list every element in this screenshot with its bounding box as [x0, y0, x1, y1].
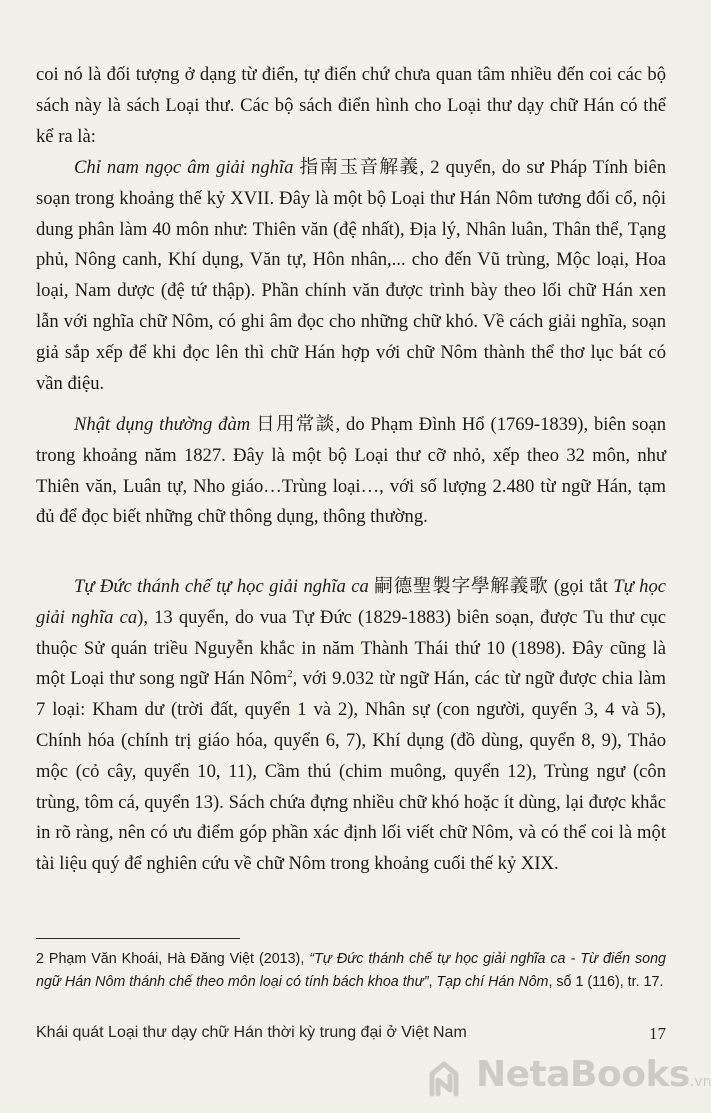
footnote	[36, 948, 666, 993]
han-title-tu-duc: 嗣德聖製字學解義歌	[374, 576, 549, 597]
watermark-text	[476, 1054, 711, 1095]
book-title-tu-duc: Tự Đức thánh chế tự học giải nghĩa ca	[74, 576, 369, 597]
paragraph-nhat-dung	[36, 410, 666, 533]
paragraph-tu-duc-text-a: (gọi tắt	[548, 576, 614, 597]
paragraph-intro	[36, 60, 666, 152]
footnote-marker[interactable]: 2	[287, 668, 293, 681]
running-title: Khái quát Loại thư dạy chữ Hán thời kỳ trung đại ở Việt Nam	[36, 1024, 467, 1041]
paragraph-tu-duc	[36, 572, 666, 880]
paragraph-nhat-dung-text: , do Phạm Đình Hổ (1769-1839), biên soạn trong khoảng năm 1827. Đây là một bộ Loại thư cỡ nhỏ, xếp theo 32 môn, như Thiên văn, Luân tự, Nho giáo…Trùng loại…, với số lượng 2.480 từ ngữ Hán, tạm đủ để đọc biết những chữ thông dụng, thông thường.	[36, 414, 666, 528]
footnote-journal: Tạp chí Hán Nôm	[436, 973, 549, 990]
paragraph-tu-duc-text-c: , với 9.032 từ ngữ Hán, các từ ngữ được chia làm 7 loại: Kham dư (trời đất, quyển 1 và 2), Nhân sự (con người, quyển 3, 4 và 5), Chính hóa (chính trị giáo hóa, quyển 6, 7), Khí dụng (đồ dùng, quyển 8, 9), Thảo mộc (cỏ cây, quyển 10, 11), Cầm thú (chim muông, quyển 12), Trùng ngư (côn trùng, tôm cá, quyển 13). Sách chứa đựng nhiều chữ khó hoặc ít dùng, lại được khắc in rõ ràng, nên có ưu điểm góp phần xác định lối viết chữ Nôm, và có thể coi là một tài liệu quý để nghiên cứu về chữ Nôm trong khoảng cuối thế kỷ XIX.	[36, 668, 666, 875]
paragraph-chi-nam	[36, 153, 666, 399]
netabooks-logo-icon	[418, 1054, 470, 1106]
book-title-chi-nam: Chỉ nam ngọc âm giải nghĩa	[74, 157, 294, 178]
han-title-chi-nam: 指南玉音解義	[299, 157, 420, 178]
han-title-nhat-dung: 日用常談	[256, 414, 336, 435]
book-short-title-tu-duc: Tự học giải nghĩa ca	[36, 576, 666, 628]
page-number: 17	[649, 1024, 666, 1043]
paragraph-tu-duc-text-b: ), 13 quyển, do vua Tự Đức (1829-1883) biên soạn, được Tu thư cục thuộc Sử quán triều Nguyễn khắc in năm Thành Thái thứ 10 (1898). Đây cũng là một Loại thư song ngữ Hán Nôm	[36, 606, 666, 690]
footnote-divider	[36, 938, 240, 939]
footnote-sep: ,	[428, 973, 437, 990]
footnote-authors: 2 Phạm Văn Khoái, Hà Đăng Việt (2013),	[36, 951, 310, 967]
book-title-nhat-dung: Nhật dụng thường đàm	[74, 414, 251, 435]
paragraph-intro-text: coi nó là đối tượng ở dạng từ điển, tự điển chứ chưa quan tâm nhiều đến coi các bộ sách này là sách Loại thư. Các bộ sách điển hình cho Loại thư dạy chữ Hán có thể kể ra là:	[36, 64, 666, 147]
footnote-issue: , số 1 (116), tr. 17.	[548, 973, 664, 990]
watermark-brand: NetaBooks	[476, 1054, 690, 1095]
watermark-tld: .vn	[689, 1074, 711, 1090]
paragraph-chi-nam-text: , 2 quyển, do sư Pháp Tính biên soạn trong khoảng thế kỷ XVII. Đây là một bộ Loại thư Hán Nôm tương đối cổ, nội dung phân làm 40 môn như: Thiên văn (đệ nhất), Địa lý, Nhân luân, Thân thể, Tạng phủ, Nông canh, Khí dụng, Văn tự, Hôn nhân,... cho đến Vũ trùng, Mộc loại, Hoa loại, Nam dược (đệ tứ thập). Phần chính văn được trình bày theo lối chữ Hán xen lẫn với nghĩa chữ Nôm, có ghi âm đọc cho những chữ khó. Về cách giải nghĩa, soạn giả sắp xếp để khi đọc lên thì chữ Hán hợp với chữ Nôm thành thể thơ lục bát có vần điệu.	[36, 157, 666, 394]
watermark	[418, 1050, 711, 1110]
footnote-article-title: “Tự Đức thánh chế tự học giải nghĩa ca - Từ điển song ngữ Hán Nôm thánh chế theo môn loại có tính bách khoa thư”	[36, 951, 667, 990]
